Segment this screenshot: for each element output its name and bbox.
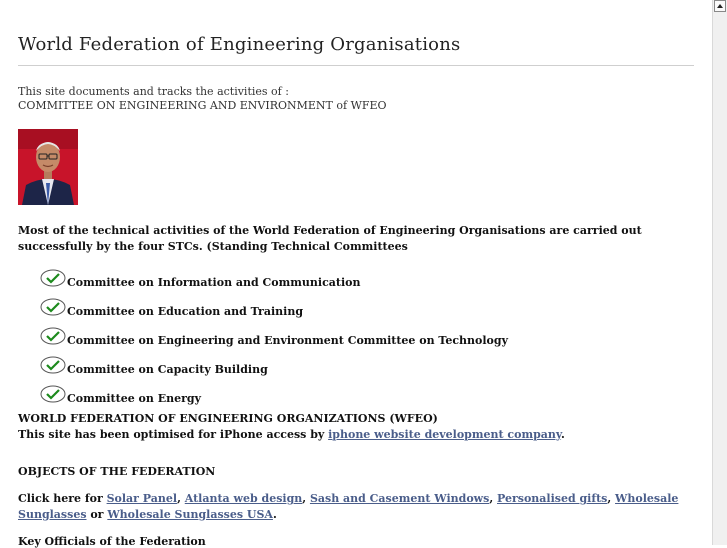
- committee-label: Committee on Engineering and Environment Committee on Technology: [67, 334, 508, 347]
- intro-text: [18, 85, 387, 113]
- description-text: Most of the technical activities of the World Federation of Engineering Organisations are carried out successfully by the four STCs. (Standing Technical Committees: [18, 224, 642, 253]
- separator: ,: [607, 492, 616, 505]
- officials-heading: Key Officials of the Federation: [18, 535, 206, 548]
- checkmark-icon: [40, 327, 66, 345]
- committee-label: Committee on Information and Communication: [67, 276, 361, 289]
- click-prefix: Click here for: [18, 492, 107, 505]
- intro-line-1: This site documents and tracks the activities of :: [18, 85, 289, 98]
- wholesale-sunglasses-link[interactable]: Wholesale Sunglasses: [18, 492, 679, 521]
- separator: ,: [489, 492, 497, 505]
- page-title: World Federation of Engineering Organisations: [18, 34, 461, 55]
- separator-or: or: [86, 507, 104, 521]
- click-here-text: [18, 491, 694, 522]
- vertical-scrollbar[interactable]: [712, 0, 727, 545]
- wfeo-heading: WORLD FEDERATION OF ENGINEERING ORGANIZATIONS (WFEO): [18, 412, 438, 425]
- checkmark-icon: [40, 298, 66, 316]
- checkmark-icon: [40, 269, 66, 287]
- separator: ,: [302, 492, 310, 505]
- committee-label: Committee on Energy: [67, 392, 201, 405]
- checkmark-icon: [40, 356, 66, 374]
- sash-windows-link[interactable]: Sash and Casement Windows: [309, 492, 490, 505]
- iphone-dev-link[interactable]: iphone website development company: [328, 427, 562, 441]
- final-period: .: [272, 507, 277, 521]
- separator: ,: [177, 492, 185, 505]
- arrow-up-icon[interactable]: [714, 0, 726, 12]
- official-photo: [18, 129, 78, 205]
- atlanta-web-design-link[interactable]: Atlanta web design: [184, 492, 303, 505]
- divider: [18, 65, 694, 66]
- committee-label: Committee on Education and Training: [67, 305, 304, 318]
- checkmark-icon: [40, 385, 66, 403]
- wholesale-sunglasses-usa-link[interactable]: Wholesale Sunglasses USA: [107, 507, 273, 521]
- solar-panel-link[interactable]: Solar Panel: [106, 492, 178, 505]
- optimised-suffix: .: [561, 427, 565, 441]
- optimised-prefix: This site has been optimised for iPhone access by: [18, 427, 329, 441]
- objects-heading: OBJECTS OF THE FEDERATION: [18, 465, 216, 478]
- optimised-line: [18, 427, 565, 443]
- committee-label: Committee on Capacity Building: [67, 363, 268, 376]
- wfeo-block: [18, 411, 565, 442]
- intro-line-2: COMMITTEE ON ENGINEERING AND ENVIRONMENT of WFEO: [18, 99, 387, 112]
- personalised-gifts-link[interactable]: Personalised gifts: [497, 492, 608, 505]
